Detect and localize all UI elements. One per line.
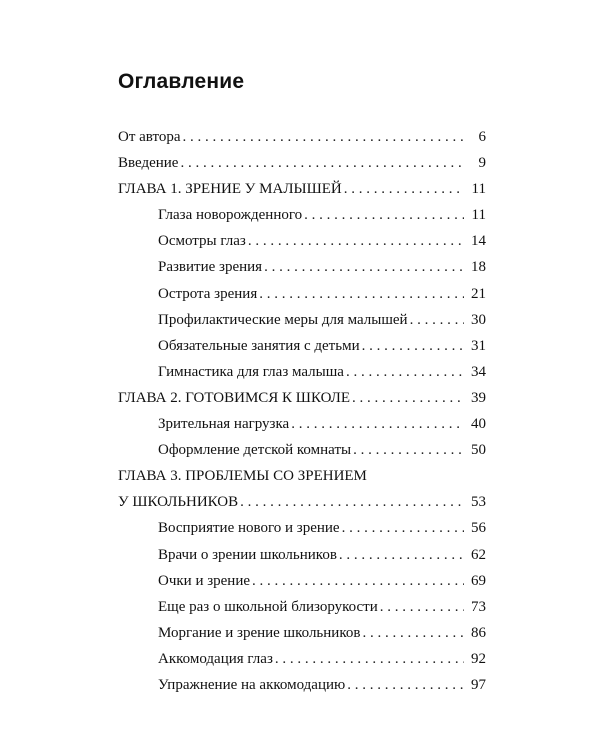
toc-entry-title: Восприятие нового и зрение xyxy=(158,520,340,537)
toc-subentry xyxy=(118,359,486,385)
toc-subentry xyxy=(118,202,486,228)
dot-leader xyxy=(410,307,464,333)
toc-page-number: 92 xyxy=(471,650,486,667)
toc-page-number: 53 xyxy=(471,494,486,511)
toc-entry-title: Осмотры глаз xyxy=(158,233,246,250)
toc-entry-title: Еще раз о школьной близорукости xyxy=(158,598,378,615)
dot-leader xyxy=(346,359,464,385)
dot-leader xyxy=(180,150,464,176)
toc-entry xyxy=(118,150,486,176)
toc-page-number: 69 xyxy=(471,572,486,589)
toc-entry-title: Острота зрения xyxy=(158,285,258,302)
toc-entry-title: Гимнастика для глаз малыша xyxy=(158,363,344,380)
dot-leader xyxy=(352,385,464,411)
table-of-contents xyxy=(118,124,486,698)
toc-entry-title: Профилактические меры для малышей xyxy=(158,311,408,328)
toc-subentry xyxy=(118,620,486,646)
toc-entry-title: Аккомодация глаз xyxy=(158,650,273,667)
toc-entry-title: ГЛАВА 1. ЗРЕНИЕ У МАЛЫШЕЙ xyxy=(118,181,342,198)
toc-page-number: 39 xyxy=(471,389,486,406)
toc-page-number: 62 xyxy=(471,546,486,563)
dot-leader xyxy=(344,176,464,202)
toc-subentry xyxy=(118,281,486,307)
toc-page-number: 73 xyxy=(471,598,486,615)
dot-leader xyxy=(252,568,464,594)
toc-subentry xyxy=(118,254,486,280)
toc-page-number: 11 xyxy=(471,181,486,198)
toc-subentry xyxy=(118,568,486,594)
toc-subentry xyxy=(118,228,486,254)
toc-page-number: 40 xyxy=(471,416,486,433)
toc-subentry xyxy=(118,542,486,568)
toc-page-number: 50 xyxy=(471,442,486,459)
dot-leader xyxy=(347,672,464,698)
dot-leader xyxy=(264,254,464,280)
toc-subentry xyxy=(118,307,486,333)
toc-page-number: 86 xyxy=(471,624,486,641)
toc-entry-title: Моргание и зрение школьников xyxy=(158,624,361,641)
toc-entry xyxy=(118,385,486,411)
toc-entry-title: От автора xyxy=(118,129,181,145)
toc-page-number: 21 xyxy=(471,285,486,302)
toc-page-number: 14 xyxy=(471,233,486,250)
dot-leader xyxy=(339,542,464,568)
dot-leader xyxy=(353,437,464,463)
toc-page-number: 9 xyxy=(478,155,486,172)
toc-subentry xyxy=(118,594,486,620)
dot-leader xyxy=(275,646,464,672)
toc-entry xyxy=(118,124,486,150)
toc-page-number: 56 xyxy=(471,520,486,537)
toc-entry-title: ГЛАВА 3. ПРОБЛЕМЫ СО ЗРЕНИЕМ xyxy=(118,468,367,485)
toc-subentry xyxy=(118,411,486,437)
toc-page-number: 6 xyxy=(478,129,486,145)
toc-entry-title: Очки и зрение xyxy=(158,572,251,589)
toc-entry xyxy=(118,489,486,515)
toc-entry-title: Врачи о зрении школьников xyxy=(158,546,337,563)
toc-subentry xyxy=(118,646,486,672)
dot-leader xyxy=(183,124,464,150)
toc-page-number: 11 xyxy=(471,207,486,224)
dot-leader xyxy=(362,620,464,646)
toc-page-number: 97 xyxy=(471,676,486,693)
toc-entry-title: У ШКОЛЬНИКОВ xyxy=(118,494,239,511)
toc-entry xyxy=(118,176,486,202)
toc-page-number: 30 xyxy=(471,311,486,328)
toc-subentry xyxy=(118,672,486,698)
toc-entry-title: ГЛАВА 2. ГОТОВИМСЯ К ШКОЛЕ xyxy=(118,389,350,406)
dot-leader xyxy=(291,411,464,437)
dot-leader xyxy=(380,594,464,620)
toc-entry-title: Глаза новорожденного xyxy=(158,207,303,224)
toc-entry-title: Оформление детской комнаты xyxy=(158,442,352,459)
toc-subentry xyxy=(118,515,486,541)
dot-leader xyxy=(240,489,464,515)
toc-entry-title: Развитие зрения xyxy=(158,259,263,276)
dot-leader xyxy=(362,333,464,359)
toc-entry-title: Зрительная нагрузка xyxy=(158,416,290,433)
dot-leader xyxy=(248,228,464,254)
dot-leader xyxy=(304,202,464,228)
toc-entry xyxy=(118,463,486,489)
toc-entry-title: Упражнение на аккомодацию xyxy=(158,676,346,693)
toc-page-number: 18 xyxy=(471,259,486,276)
dot-leader xyxy=(259,281,464,307)
toc-page-number: 34 xyxy=(471,363,486,380)
toc-subentry xyxy=(118,437,486,463)
page-title: Оглавление xyxy=(118,70,245,93)
toc-page-number: 31 xyxy=(471,337,486,354)
dot-leader xyxy=(342,515,464,541)
toc-entry-title: Введение xyxy=(118,155,179,172)
toc-subentry xyxy=(118,333,486,359)
toc-entry-title: Обязательные занятия с детьми xyxy=(158,337,360,354)
